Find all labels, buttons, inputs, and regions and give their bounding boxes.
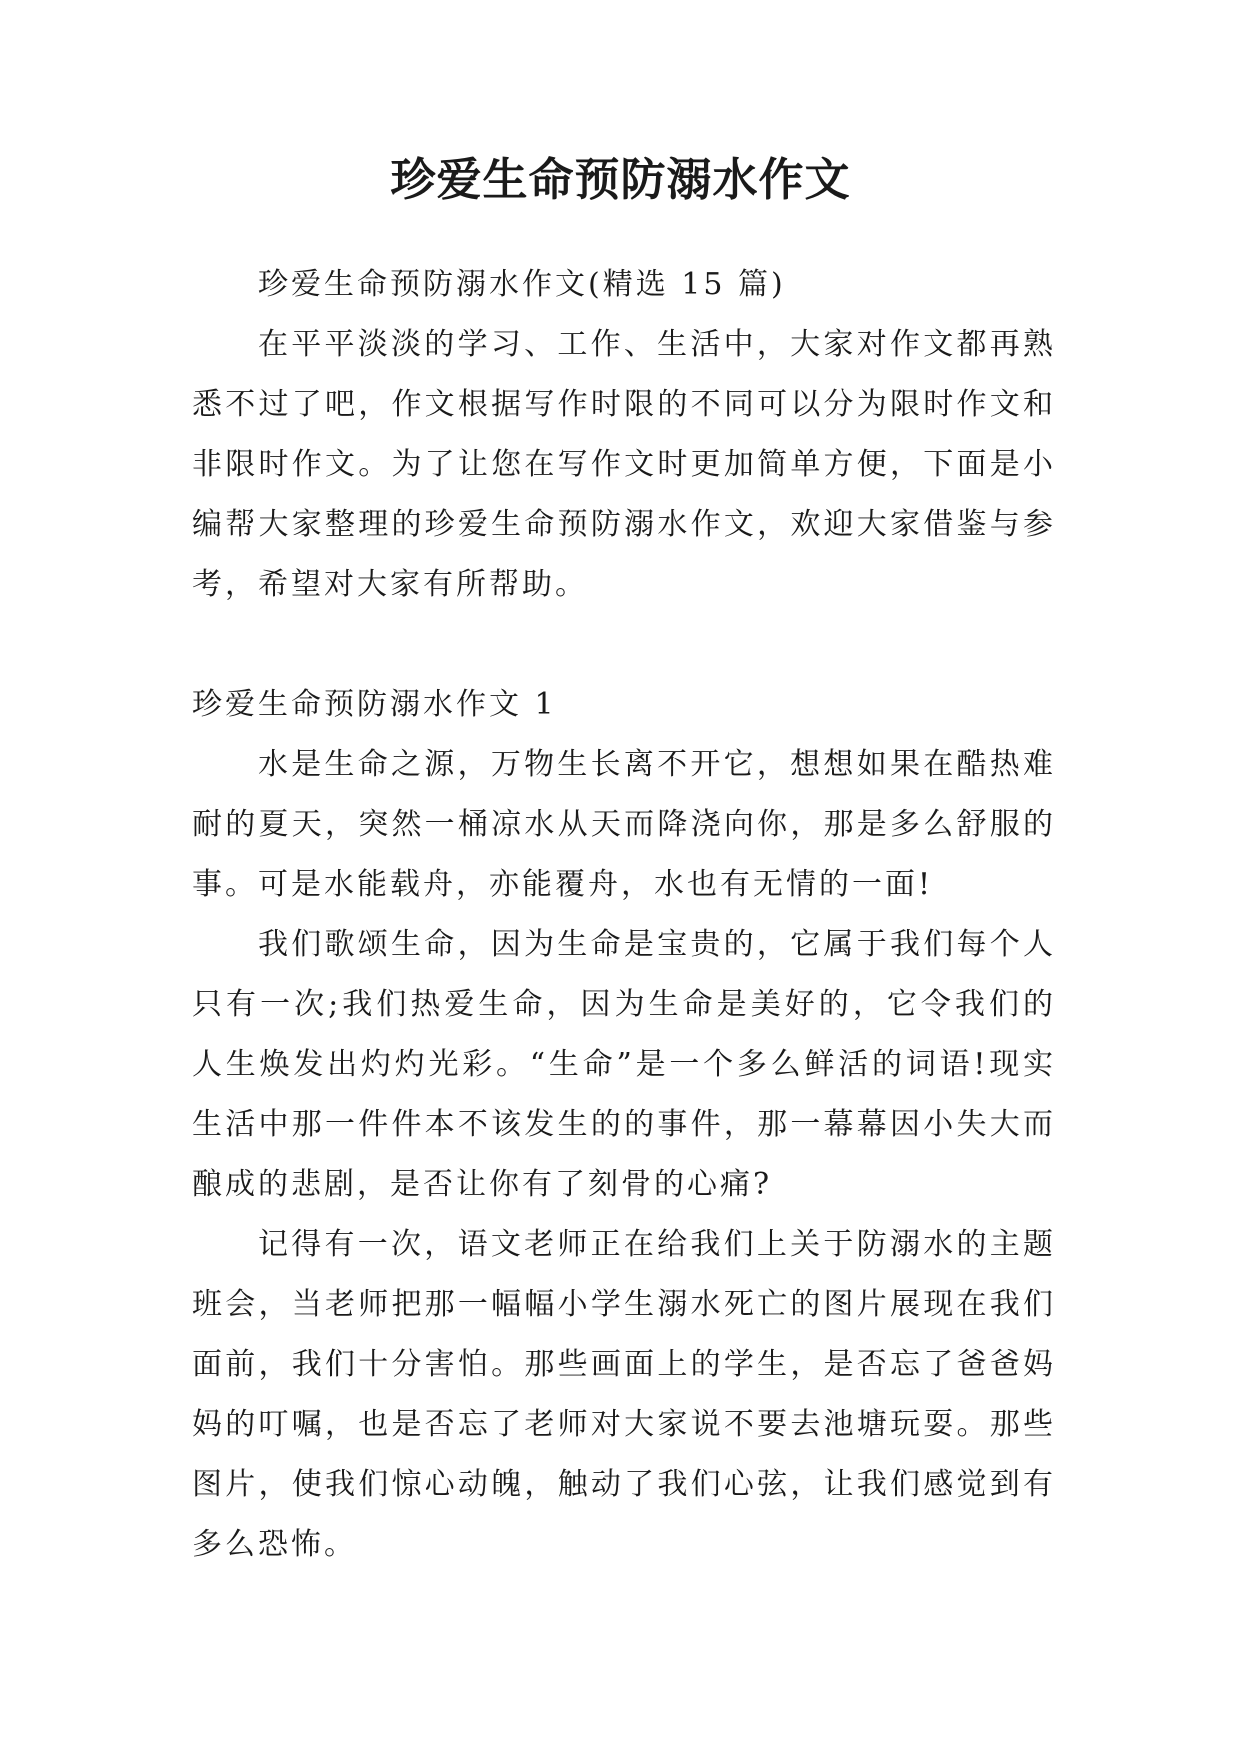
section-paragraph-2: 我们歌颂生命，因为生命是宝贵的，它属于我们每个人只有一次;我们热爱生命，因为生命是美好的，它令我们的人生焕发出灼灼光彩。“生命”是一个多么鲜活的词语!现实生活中那一件件本不该发生的的事件，那一幕幕因小失大而酿成的悲剧，是否让你有了刻骨的心痛? xyxy=(192,927,1056,1202)
intro-paragraph: 在平平淡淡的学习、工作、生活中，大家对作文都再熟悉不过了吧，作文根据写作时限的不同可以分为限时作文和非限时作文。为了让您在写作文时更加简单方便，下面是小编帮大家整理的珍爱生命预防溺水作文，欢迎大家借鉴与参考，希望对大家有所帮助。 xyxy=(192,327,1056,602)
intro-heading: 珍爱生命预防溺水作文(精选 15 篇) xyxy=(258,267,786,302)
document-body xyxy=(192,255,1056,1575)
section-paragraph-1: 水是生命之源，万物生长离不开它，想想如果在酷热难耐的夏天，突然一桶凉水从天而降浇向你，那是多么舒服的事。可是水能载舟，亦能覆舟，水也有无情的一面! xyxy=(192,747,1056,902)
section-paragraph-3: 记得有一次，语文老师正在给我们上关于防溺水的主题班会，当老师把那一幅幅小学生溺水死亡的图片展现在我们面前，我们十分害怕。那些画面上的学生，是否忘了爸爸妈妈的叮嘱，也是否忘了老师对大家说不要去池塘玩耍。那些图片，使我们惊心动魄，触动了我们心弦，让我们感觉到有多么恐怖。 xyxy=(192,1227,1056,1562)
section-title: 珍爱生命预防溺水作文 1 xyxy=(192,687,557,722)
document-title: 珍爱生命预防溺水作文 xyxy=(390,153,851,206)
